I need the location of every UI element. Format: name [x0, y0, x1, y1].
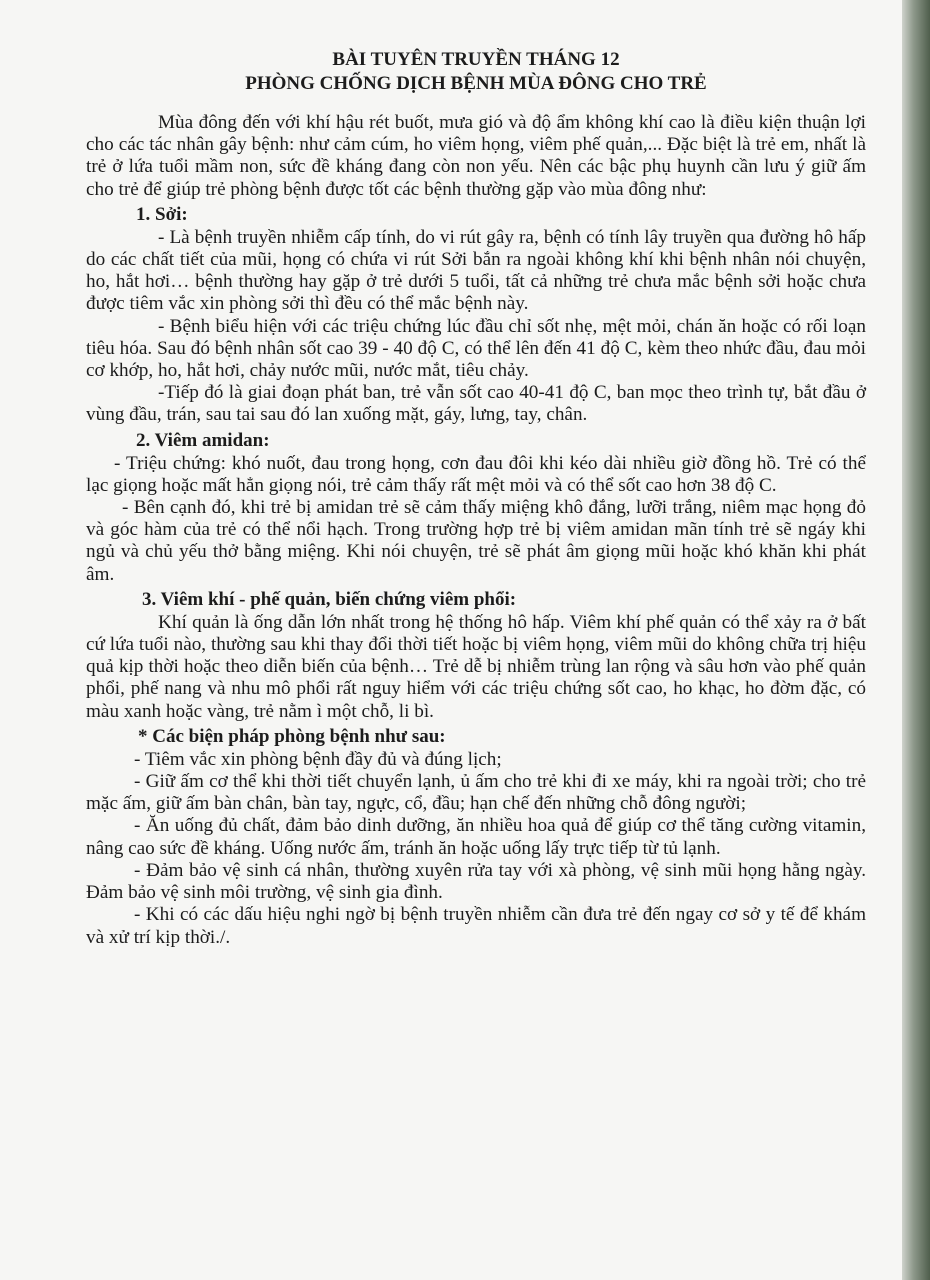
intro-paragraph: Mùa đông đến với khí hậu rét buốt, mưa gió và độ ẩm không khí cao là điều kiện thuận lợi cho các tác nhân gây bệnh: như cảm cúm, ho viêm họng, viêm phế quản,... Đặc biệt là trẻ em, nhất là trẻ ở lứa tuổi mầm non, sức đề kháng đang còn non yếu. Nên các bậc phụ huynh cần lưu ý giữ ấm cho trẻ để giúp trẻ phòng bệnh được tốt các bệnh thường gặp vào mùa đông như: — [86, 112, 866, 200]
prevention-item: - Giữ ấm cơ thể khi thời tiết chuyển lạnh, ủ ấm cho trẻ khi đi xe máy, khi ra ngoài trời; cho trẻ mặc ấm, giữ ấm bàn chân, bàn tay, ngực, cổ, đầu; hạn chế đến những chỗ đông người; — [86, 771, 866, 815]
section1-paragraph-1: - Là bệnh truyền nhiễm cấp tính, do vi rút gây ra, bệnh có tính lây truyền qua đường hô hấp do các chất tiết của mũi, họng có chứa vi rút Sởi bắn ra ngoài không khí khi bệnh nhân nói chuyện, ho, hắt hơi… bệnh thường hay gặp ở trẻ dưới 5 tuổi, tất cả những trẻ chưa mắc bệnh sởi hoặc chưa được tiêm vắc xin phòng sởi thì đều có thể mắc bệnh này. — [86, 226, 866, 315]
section3-heading: 3. Viêm khí - phế quản, biến chứng viêm phổi: — [142, 588, 517, 610]
section1-paragraph-3: -Tiếp đó là giai đoạn phát ban, trẻ vẫn sốt cao 40-41 độ C, ban mọc theo trình tự, bắt đầu ở vùng đầu, trán, sau tai sau đó lan xuống mặt, gáy, lưng, tay, chân. — [86, 382, 866, 426]
page-edge-background — [902, 0, 930, 1280]
section1-heading: 1. Sởi: — [136, 203, 188, 225]
prevention-item: - Đảm bảo vệ sinh cá nhân, thường xuyên rửa tay với xà phòng, vệ sinh mũi họng hằng ngày. Đảm bảo vệ sinh môi trường, vệ sinh gia đình. — [86, 859, 866, 904]
section2-paragraph-2: - Bên cạnh đó, khi trẻ bị amidan trẻ sẽ cảm thấy miệng khô đắng, lưỡi trắng, niêm mạc họng đỏ và góc hàm của trẻ có thể nổi hạch. Trong trường hợp trẻ bị viêm amidan mãn tính trẻ sẽ ngáy khi ngủ và chủ yếu thở bằng miệng. Khi nói chuyện, trẻ sẽ phát âm giọng mũi hoặc khó khăn khi phát âm. — [86, 497, 866, 585]
section1-paragraph-2: - Bệnh biểu hiện với các triệu chứng lúc đầu chỉ sốt nhẹ, mệt mỏi, chán ăn hoặc có rối loạn tiêu hóa. Sau đó bệnh nhân sốt cao 39 - 40 độ C, có thể lên đến 41 độ C, kèm theo nhức đầu, đau mỏi cơ khớp, ho, hắt hơi, chảy nước mũi, nước mắt, tiêu chảy. — [86, 315, 866, 382]
document-content — [86, 48, 866, 949]
section2-paragraph-1: - Triệu chứng: khó nuốt, đau trong họng, cơn đau đôi khi kéo dài nhiều giờ đồng hồ. Trẻ có thể lạc giọng hoặc mất hẳn giọng nói, trẻ cảm thấy rất mệt mỏi và có thể sốt cao hơn 38 độ C. — [86, 452, 866, 496]
prevention-item: - Ăn uống đủ chất, đảm bảo dinh dưỡng, ăn nhiều hoa quả để giúp cơ thể tăng cường vitamin, nâng cao sức đề kháng. Uống nước ấm, tránh ăn hoặc uống lấy trực tiếp từ tủ lạnh. — [86, 815, 866, 859]
prevention-heading: * Các biện pháp phòng bệnh như sau: — [138, 725, 446, 747]
prevention-item: - Khi có các dấu hiệu nghi ngờ bị bệnh truyền nhiễm cần đưa trẻ đến ngay cơ sở y tế để khám và xử trí kịp thời./. — [86, 904, 866, 948]
section2-heading: 2. Viêm amidan: — [136, 429, 270, 451]
document-title-line2: PHÒNG CHỐNG DỊCH BỆNH MÙA ĐÔNG CHO TRẺ — [245, 73, 707, 94]
section3-paragraph-1: Khí quản là ống dẫn lớn nhất trong hệ thống hô hấp. Viêm khí phế quản có thể xảy ra ở bất cứ lứa tuổi nào, thường sau khi thay đổi thời tiết hoặc bị viêm họng, viêm mũi do không chữa trị hiệu quả kịp thời hoặc theo diễn biến của bệnh… Trẻ dễ bị nhiễm trùng lan rộng và sâu hơn vào phế quản phổi, phế nang và nhu mô phổi rất nguy hiểm với các triệu chứng sốt cao, ho khạc, ho đờm đặc, có màu xanh hoặc vàng, trẻ nằm ì một chỗ, li bì. — [86, 611, 866, 722]
document-title-line1: BÀI TUYÊN TRUYỀN THÁNG 12 — [332, 49, 620, 70]
prevention-item: - Tiêm vắc xin phòng bệnh đầy đủ và đúng lịch; — [134, 748, 502, 770]
